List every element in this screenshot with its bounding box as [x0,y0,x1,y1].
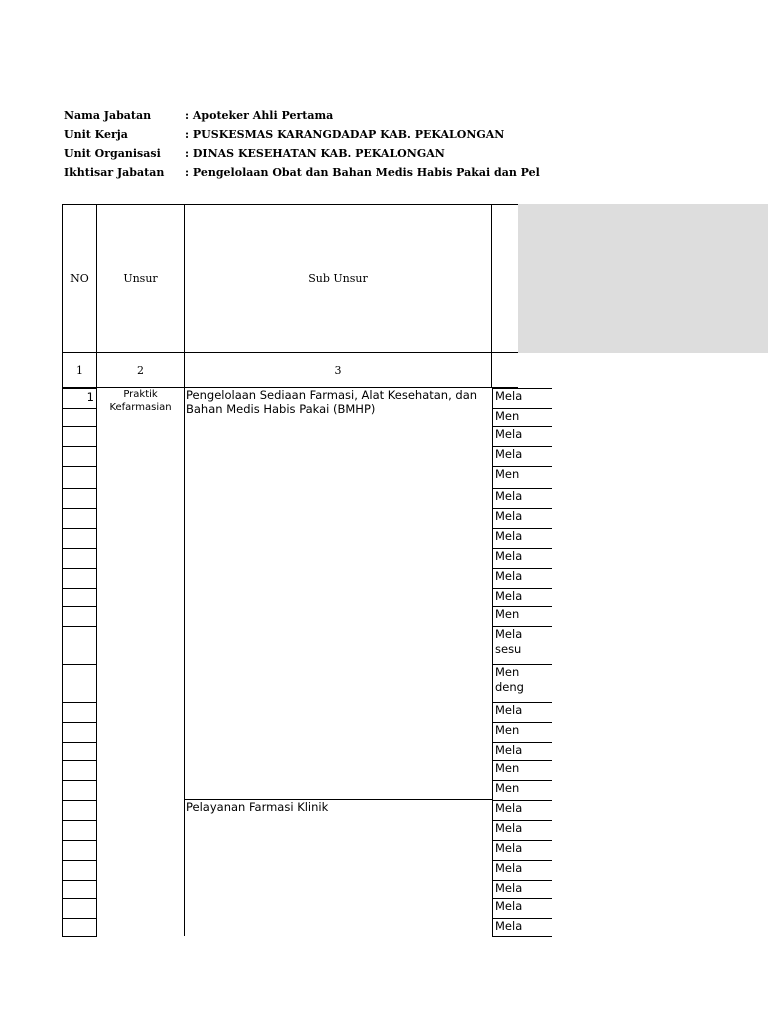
uraian-tugas-text: Mela [495,427,523,441]
info-label: Nama Jabatan [64,109,152,122]
row-number: 1 [86,390,94,404]
uraian-tugas-text: Men [495,665,520,679]
row-number-cell [62,780,97,801]
uraian-tugas-cell [492,880,552,899]
column-number-3: 3 [334,363,342,377]
info-value: : PUSKESMAS KARANGDADAP KAB. PEKALONGAN [185,128,505,141]
column-number-2: 2 [137,363,144,377]
row-number-cell [62,426,97,447]
unsur-cell: Praktik Kefarmasian [109,389,172,413]
uraian-tugas-text: sesu [495,642,522,656]
info-label: Unit Kerja [64,128,128,141]
uraian-tugas-text: Mela [495,447,523,461]
row-number-cell [62,840,97,861]
uraian-tugas-cell [492,820,552,841]
row-number-cell [62,548,97,569]
uraian-tugas-cell [492,780,552,801]
row-number-cell [62,742,97,761]
uraian-tugas-cell [492,626,552,665]
row-number-cell [62,446,97,467]
info-row-nama-jabatan [64,109,664,125]
uraian-tugas-cell [492,568,552,589]
uraian-tugas-cell [492,840,552,861]
row-number-cell [62,528,97,549]
row-number-cell [62,860,97,881]
uraian-tugas-cell [492,508,552,529]
header-shaded-area [518,204,768,353]
row-number-cell [62,664,97,703]
uraian-tugas-text: Mela [495,589,523,603]
uraian-tugas-cell [492,408,552,427]
uraian-tugas-text: Mela [495,743,523,757]
row-number-cell [62,880,97,899]
row-number-cell [62,568,97,589]
row-number-cell [62,606,97,627]
uraian-tugas-text: Mela [495,489,523,503]
info-row-ikhtisar-jabatan [64,166,664,182]
uraian-tugas-cell [492,426,552,447]
uraian-tugas-text: Mela [495,881,523,895]
row-number-cell [62,760,97,781]
uraian-tugas-cell [492,388,552,409]
uraian-tugas-text: Men [495,781,520,795]
info-value: : Pengelolaan Obat dan Bahan Medis Habis Pakai dan Pel [185,166,540,179]
uraian-tugas-cell [492,800,552,821]
info-row-unit-kerja [64,128,664,144]
uraian-tugas-cell [492,528,552,549]
uraian-tugas-text: Mela [495,899,523,913]
uraian-tugas-cell [492,742,552,761]
uraian-tugas-cell [492,446,552,467]
uraian-tugas-cell [492,722,552,743]
row-number-cell [62,508,97,529]
info-value: : Apoteker Ahli Pertama [185,109,334,122]
uraian-tugas-cell [492,606,552,627]
uraian-tugas-text: Mela [495,841,523,855]
row-number-cell [62,898,97,919]
uraian-tugas-text: Men [495,761,520,775]
row-number-cell [62,702,97,723]
uraian-tugas-cell [492,588,552,607]
uraian-tugas-text: Mela [495,821,523,835]
row-number-cell [62,388,97,409]
uraian-tugas-text: Men [495,723,520,737]
row-number-cell [62,820,97,841]
uraian-tugas-cell [492,860,552,881]
uraian-tugas-cell [492,702,552,723]
row-number-cell [62,408,97,427]
uraian-tugas-text: Mela [495,509,523,523]
uraian-tugas-cell [492,918,552,937]
uraian-tugas-text: Men [495,467,520,481]
info-row-unit-organisasi [64,147,664,163]
uraian-tugas-cell [492,898,552,919]
uraian-tugas-cell [492,548,552,569]
uraian-tugas-cell [492,664,552,703]
row-number-cell [62,918,97,937]
row-number-cell [62,466,97,489]
uraian-tugas-text: Mela [495,703,523,717]
row-number-cell [62,588,97,607]
uraian-tugas-text: Mela [495,919,523,933]
info-label: Ikhtisar Jabatan [64,166,165,179]
uraian-tugas-text: Mela [495,549,523,563]
uraian-tugas-cell [492,466,552,489]
uraian-tugas-text: Men [495,607,520,621]
row-number-cell [62,488,97,509]
info-label: Unit Organisasi [64,147,161,160]
info-value: : DINAS KESEHATAN KAB. PEKALONGAN [185,147,445,160]
row-number-cell [62,722,97,743]
uraian-tugas-text: Mela [495,801,523,815]
uraian-tugas-cell [492,760,552,781]
sub-unsur-pelayanan: Pelayanan Farmasi Klinik [186,800,329,814]
uraian-tugas-text: Mela [495,529,523,543]
uraian-tugas-text: Mela [495,569,523,583]
column-header-sub-unsur: Sub Unsur [308,272,368,285]
uraian-tugas-text: Men [495,409,520,423]
uraian-tugas-text: Mela [495,627,523,641]
uraian-tugas-text: Mela [495,389,523,403]
sub-unsur-pengelolaan: Pengelolaan Sediaan Farmasi, Alat Kesehatan, dan Bahan Medis Habis Pakai (BMHP) [186,388,478,416]
row-number-cell [62,800,97,821]
row-number-cell [62,626,97,665]
column-header-unsur: Unsur [123,272,158,285]
uraian-tugas-text: deng [495,680,524,694]
uraian-tugas-cell [492,488,552,509]
column-number-1: 1 [76,363,83,377]
uraian-tugas-text: Mela [495,861,523,875]
column-header-no: NO [70,272,89,285]
job-analysis-table [62,204,524,936]
